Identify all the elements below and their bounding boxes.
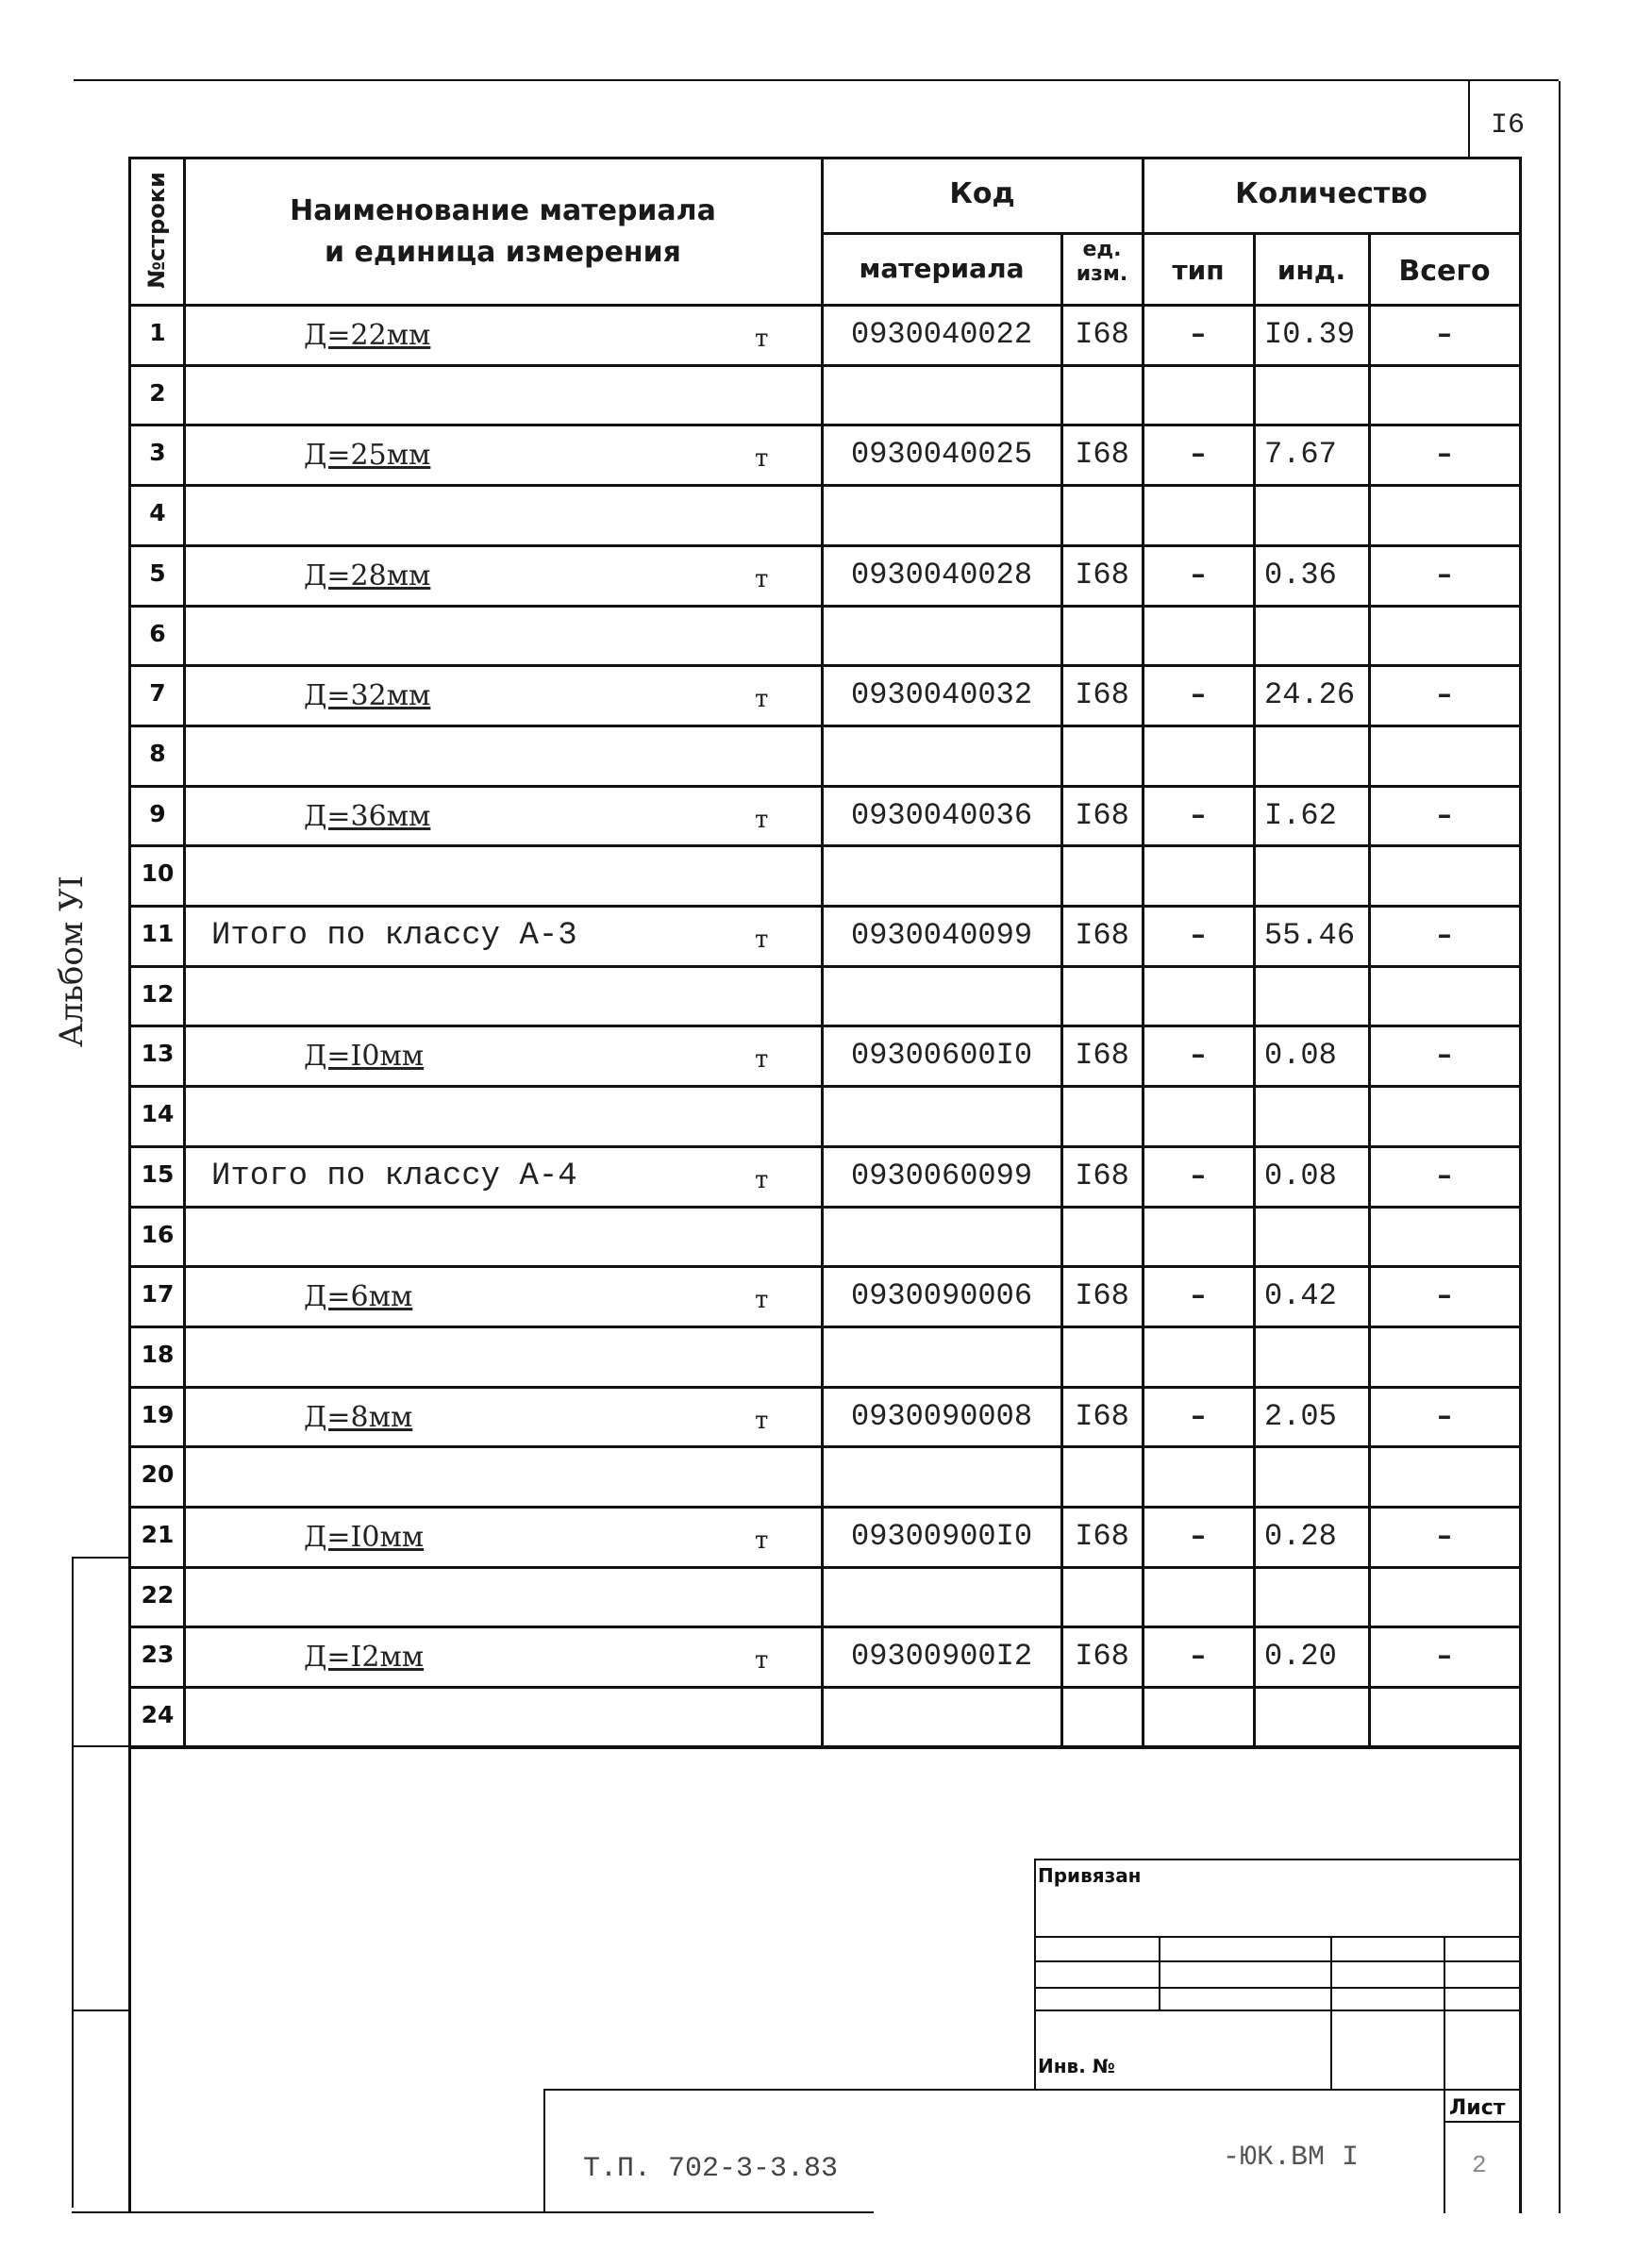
table-row <box>0 1566 1636 1626</box>
unit-code: I68 <box>1075 1038 1129 1073</box>
material-code: 0930040032 <box>850 677 1033 712</box>
qty-total: – <box>1437 558 1452 591</box>
qty-type: – <box>1191 1159 1206 1192</box>
table-row <box>0 905 1636 965</box>
qty-type: – <box>1191 918 1206 951</box>
table-row <box>0 1265 1636 1326</box>
material-name: Д=32мм <box>304 679 431 712</box>
table-row <box>0 304 1636 364</box>
stamp-col-1 <box>1159 1936 1160 2011</box>
name-header-line1: Наименование материала <box>290 194 716 227</box>
qty-total: – <box>1437 317 1452 350</box>
row-number: 16 <box>141 1221 175 1248</box>
row-number: 13 <box>141 1040 175 1067</box>
row-number: 14 <box>141 1100 175 1127</box>
unit-code: I68 <box>1075 1519 1129 1554</box>
material-code: 0930040099 <box>850 918 1033 953</box>
unit-code: I68 <box>1075 918 1129 953</box>
row-number: 19 <box>141 1401 175 1428</box>
qty-total: – <box>1437 1639 1452 1672</box>
code-unit-header: ед. изм. <box>1076 238 1128 286</box>
row-number: 12 <box>141 980 175 1008</box>
material-name: Д=22мм <box>304 319 431 352</box>
qty-total: – <box>1437 437 1452 470</box>
row-number: 5 <box>149 559 166 587</box>
material-code: 09300600I0 <box>850 1038 1033 1073</box>
code-material-header: материала <box>859 253 1025 284</box>
attached-label: Привязан <box>1038 1864 1142 1887</box>
qty-ind: 0.42 <box>1264 1278 1337 1313</box>
row-number: 8 <box>149 740 166 767</box>
qty-ind: 55.46 <box>1264 918 1356 953</box>
qty-ind: 0.36 <box>1264 558 1337 592</box>
material-code: 0930060099 <box>850 1159 1033 1193</box>
unit-code: I68 <box>1075 677 1129 712</box>
qty-ind: 0.08 <box>1264 1159 1337 1193</box>
material-code: 0930040022 <box>850 317 1033 352</box>
row-number: 15 <box>141 1160 175 1188</box>
qty-total: – <box>1437 1399 1452 1432</box>
qty-total: – <box>1437 1159 1452 1192</box>
qty-total: – <box>1437 677 1452 710</box>
material-name: Д=8мм <box>304 1401 413 1434</box>
unit-of-measure: т <box>755 685 769 713</box>
qty-type: – <box>1191 798 1206 831</box>
unit-of-measure: т <box>755 444 769 473</box>
row-number: 10 <box>141 859 175 887</box>
sheet-number: 2 <box>1472 2151 1487 2179</box>
table-row <box>0 1326 1636 1386</box>
unit-of-measure: т <box>755 1166 769 1194</box>
qty-type: – <box>1191 1399 1206 1432</box>
top-border-line <box>74 79 1559 81</box>
table-row <box>0 844 1636 905</box>
row-number: 1 <box>149 319 166 346</box>
stamp-line-1 <box>1034 1936 1519 1938</box>
unit-code: I68 <box>1075 317 1129 352</box>
qty-type: – <box>1191 437 1206 470</box>
table-row <box>0 605 1636 665</box>
unit-of-measure: т <box>755 325 769 353</box>
table-row <box>0 1686 1636 1746</box>
material-name: Д=36мм <box>304 800 431 833</box>
table-top-line <box>128 157 1519 159</box>
row-number: 18 <box>141 1341 175 1368</box>
material-code: 09300900I2 <box>850 1639 1033 1674</box>
table-row <box>0 1206 1636 1266</box>
material-code: 0930090008 <box>850 1399 1033 1434</box>
row-number: 3 <box>149 439 166 466</box>
page-bottom-line <box>72 2211 874 2213</box>
table-row <box>0 484 1636 544</box>
qty-ind: 0.28 <box>1264 1519 1337 1554</box>
material-code: 09300900I0 <box>850 1519 1033 1554</box>
qty-total: – <box>1437 798 1452 831</box>
row-number: 17 <box>141 1280 175 1308</box>
unit-code: I68 <box>1075 558 1129 592</box>
qty-type: – <box>1191 677 1206 710</box>
unit-of-measure: т <box>755 1286 769 1314</box>
unit-of-measure: т <box>755 1646 769 1675</box>
unit-code: I68 <box>1075 437 1129 472</box>
name-header-line2: и единица измерения <box>325 236 681 269</box>
stamp-line-3 <box>1034 1987 1519 1989</box>
qty-type: – <box>1191 1038 1206 1071</box>
table-row <box>0 1085 1636 1145</box>
stamp-col-2 <box>1330 1936 1332 2091</box>
sheet-box-line <box>1444 2121 1519 2123</box>
qty-ind: 0.08 <box>1264 1038 1337 1073</box>
material-code: 0930040028 <box>850 558 1033 592</box>
page-number-box-left <box>1468 81 1470 157</box>
table-row <box>0 1506 1636 1566</box>
row-number: 22 <box>141 1581 175 1609</box>
unit-of-measure: т <box>755 1407 769 1435</box>
material-name: Д=I2мм <box>304 1641 425 1674</box>
qty-type: – <box>1191 317 1206 350</box>
table-row <box>0 1145 1636 1206</box>
unit-code: I68 <box>1075 798 1129 833</box>
material-name: Итого по классу А-3 <box>211 918 577 954</box>
material-name: Д=28мм <box>304 559 431 592</box>
row-number: 2 <box>149 379 166 407</box>
title-strip-left <box>543 2089 545 2213</box>
qty-total: – <box>1437 918 1452 951</box>
row-number: 20 <box>141 1460 175 1488</box>
qty-type: – <box>1191 558 1206 591</box>
table-row <box>0 364 1636 425</box>
row-number-header <box>130 157 183 304</box>
stamp-line-2 <box>1034 1960 1519 1962</box>
page-number: I6 <box>1491 109 1526 142</box>
row-number: 21 <box>141 1521 175 1548</box>
qty-ind: 24.26 <box>1264 677 1356 712</box>
qty-ind: 7.67 <box>1264 437 1337 472</box>
stamp-top-line <box>1034 1859 1519 1860</box>
qty-total: – <box>1437 1038 1452 1071</box>
unit-of-measure: т <box>755 565 769 593</box>
table-row <box>0 1386 1636 1446</box>
header-mid-line <box>821 232 1519 235</box>
qty-ind: I.62 <box>1264 798 1337 833</box>
material-name: Д=25мм <box>304 439 431 472</box>
unit-code: I68 <box>1075 1159 1129 1193</box>
quantity-header: Количество <box>1235 177 1427 210</box>
qty-ind: I0.39 <box>1264 317 1356 352</box>
qty-type-header: тип <box>1172 255 1225 286</box>
doc-code-left: Т.П. 702-3-3.83 <box>583 2153 839 2185</box>
stamp-col-3 <box>1444 1936 1445 2213</box>
table-bottom-line <box>128 1745 1519 1748</box>
row-number: 6 <box>149 620 166 647</box>
row-number: 4 <box>149 499 166 526</box>
row-number: 9 <box>149 800 166 827</box>
binding-frame-lower <box>72 2010 128 2011</box>
material-name: Итого по классу А-4 <box>211 1159 577 1194</box>
unit-of-measure: т <box>755 926 769 954</box>
table-row <box>0 965 1636 1026</box>
qty-total-header: Всего <box>1398 255 1491 288</box>
unit-code: I68 <box>1075 1639 1129 1674</box>
qty-type: – <box>1191 1278 1206 1311</box>
table-row <box>0 1626 1636 1686</box>
unit-code: I68 <box>1075 1278 1129 1313</box>
stamp-line-4 <box>1034 2010 1519 2011</box>
row-number: 24 <box>141 1701 175 1728</box>
unit-of-measure: т <box>755 806 769 834</box>
unit-code: I68 <box>1075 1399 1129 1434</box>
table-row <box>0 424 1636 484</box>
table-row <box>0 664 1636 725</box>
material-name: Д=I0мм <box>304 1040 425 1073</box>
code-header: Код <box>949 177 1015 210</box>
unit-of-measure: т <box>755 1045 769 1074</box>
album-side-label: Альбом УI <box>53 875 91 1047</box>
material-name: Д=6мм <box>304 1280 413 1313</box>
material-code: 0930040025 <box>850 437 1033 472</box>
table-row <box>0 785 1636 845</box>
material-code: 0930040036 <box>850 798 1033 833</box>
table-row <box>0 1025 1636 1085</box>
qty-ind: 0.20 <box>1264 1639 1337 1674</box>
unit-of-measure: т <box>755 1526 769 1555</box>
row-number: 23 <box>141 1641 175 1668</box>
material-code: 0930090006 <box>850 1278 1033 1313</box>
qty-ind: 2.05 <box>1264 1399 1337 1434</box>
stamp-left-line <box>1034 1859 1036 2091</box>
material-name: Д=I0мм <box>304 1521 425 1554</box>
row-number: 11 <box>141 920 175 947</box>
table-row <box>0 544 1636 605</box>
doc-code-right: -ЮК.ВМ I <box>1223 2142 1360 2174</box>
title-strip-top <box>543 2089 1519 2091</box>
table-row <box>0 725 1636 785</box>
row-number: 7 <box>149 679 166 707</box>
table-row <box>0 1445 1636 1506</box>
qty-total: – <box>1437 1278 1452 1311</box>
qty-ind-header: инд. <box>1277 255 1346 286</box>
inv-no-label: Инв. № <box>1038 2055 1115 2077</box>
sheet-label: Лист <box>1449 2096 1506 2120</box>
qty-type: – <box>1191 1519 1206 1552</box>
qty-total: – <box>1437 1519 1452 1552</box>
row-number-header-text: №строки <box>143 172 170 289</box>
qty-type: – <box>1191 1639 1206 1672</box>
